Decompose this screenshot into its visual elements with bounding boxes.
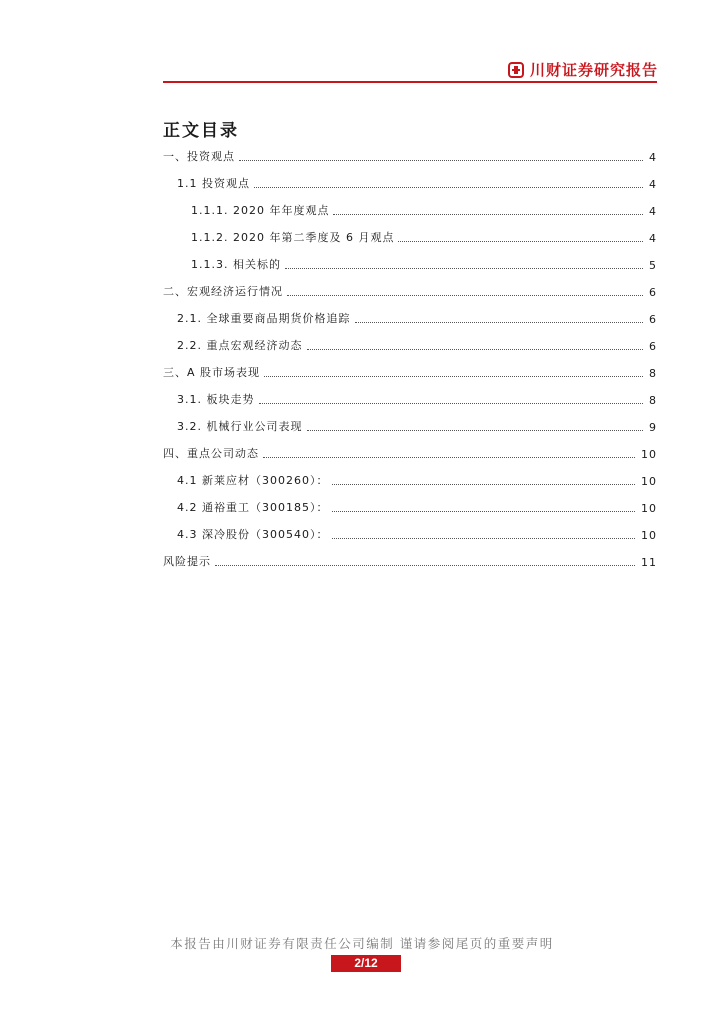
toc-entry-page: 4 xyxy=(649,232,657,245)
footer-disclaimer: 本报告由川财证券有限责任公司编制 谨请参阅尾页的重要声明 xyxy=(170,936,554,951)
toc-dot-leader xyxy=(333,214,643,215)
toc-dot-leader xyxy=(355,322,644,323)
toc-entry-page: 10 xyxy=(641,502,657,515)
toc-dot-leader xyxy=(264,376,643,377)
toc-entry-page: 11 xyxy=(641,556,657,569)
toc-entry[interactable] xyxy=(177,335,657,353)
toc-entry-label: 四、重点公司动态 xyxy=(163,447,259,460)
toc-dot-leader xyxy=(332,484,635,485)
toc-entry[interactable] xyxy=(177,470,657,488)
toc-entry-label: 3.2. 机械行业公司表现 xyxy=(177,420,303,433)
toc-dot-leader xyxy=(307,430,644,431)
toc-dot-leader xyxy=(332,511,635,512)
toc-dot-leader xyxy=(287,295,643,296)
toc-entry-label: 4.1 新莱应材（300260）： xyxy=(177,474,329,487)
toc-entry-page: 10 xyxy=(641,475,657,488)
toc-dot-leader xyxy=(285,268,643,269)
report-header-brand xyxy=(508,59,658,80)
toc-entry-label: 1.1.3. 相关标的 xyxy=(191,258,281,271)
toc-entry[interactable] xyxy=(191,227,657,245)
toc-entry-label: 2.2. 重点宏观经济动态 xyxy=(177,339,303,352)
toc-dot-leader xyxy=(332,538,635,539)
page-number-badge: 2/12 xyxy=(331,955,401,972)
toc-entry-page: 5 xyxy=(649,259,657,272)
toc-entry[interactable] xyxy=(177,524,657,542)
toc-entry[interactable] xyxy=(191,200,657,218)
toc-entry-label: 1.1.2. 2020 年第二季度及 6 月观点 xyxy=(191,231,395,244)
toc-entry[interactable] xyxy=(177,389,657,407)
toc-entry-label: 三、A 股市场表现 xyxy=(163,366,261,379)
toc-entry-label: 一、投资观点 xyxy=(163,150,235,163)
toc-dot-leader xyxy=(239,160,643,161)
toc-dot-leader xyxy=(254,187,643,188)
header-divider xyxy=(163,81,657,83)
toc-entry-label: 4.2 通裕重工（300185）： xyxy=(177,501,329,514)
brand-name: 川财证券研究报告 xyxy=(529,61,658,79)
toc-entry-page: 8 xyxy=(649,394,657,407)
toc-entry-label: 二、宏观经济运行情况 xyxy=(163,285,283,298)
toc-entry-page: 6 xyxy=(649,313,657,326)
toc-entry[interactable] xyxy=(177,416,657,434)
toc-dot-leader xyxy=(215,565,635,566)
toc-entry-page: 9 xyxy=(649,421,657,434)
toc-entry[interactable] xyxy=(163,362,657,380)
toc-entry[interactable] xyxy=(177,497,657,515)
toc-entry-label: 1.1.1. 2020 年年度观点 xyxy=(191,204,330,217)
toc-entry-label: 3.1. 板块走势 xyxy=(177,393,255,406)
toc-entry-page: 10 xyxy=(641,448,657,461)
cczq-logo-icon xyxy=(508,62,524,78)
toc-entry-page: 4 xyxy=(649,151,657,164)
toc-entry[interactable] xyxy=(177,173,657,191)
toc-entry-page: 6 xyxy=(649,340,657,353)
toc-entry-page: 4 xyxy=(649,178,657,191)
toc-entry-label: 1.1 投资观点 xyxy=(177,177,250,190)
toc-entry[interactable] xyxy=(163,551,657,569)
toc-entry[interactable] xyxy=(191,254,657,272)
toc-entry[interactable] xyxy=(177,308,657,326)
toc-entry-page: 6 xyxy=(649,286,657,299)
toc-dot-leader xyxy=(398,241,643,242)
toc-entry-page: 10 xyxy=(641,529,657,542)
toc-entry[interactable] xyxy=(163,146,657,164)
toc-entry-label: 2.1. 全球重要商品期货价格追踪 xyxy=(177,312,351,325)
toc-entry-page: 4 xyxy=(649,205,657,218)
toc-dot-leader xyxy=(263,457,635,458)
toc-dot-leader xyxy=(307,349,644,350)
toc-title: 正文目录 xyxy=(163,121,239,141)
toc-dot-leader xyxy=(259,403,644,404)
toc-entry[interactable] xyxy=(163,443,657,461)
toc-entry-label: 4.3 深冷股份（300540）： xyxy=(177,528,329,541)
toc-entry[interactable] xyxy=(163,281,657,299)
toc-entry-label: 风险提示 xyxy=(163,555,211,568)
toc-entry-page: 8 xyxy=(649,367,657,380)
